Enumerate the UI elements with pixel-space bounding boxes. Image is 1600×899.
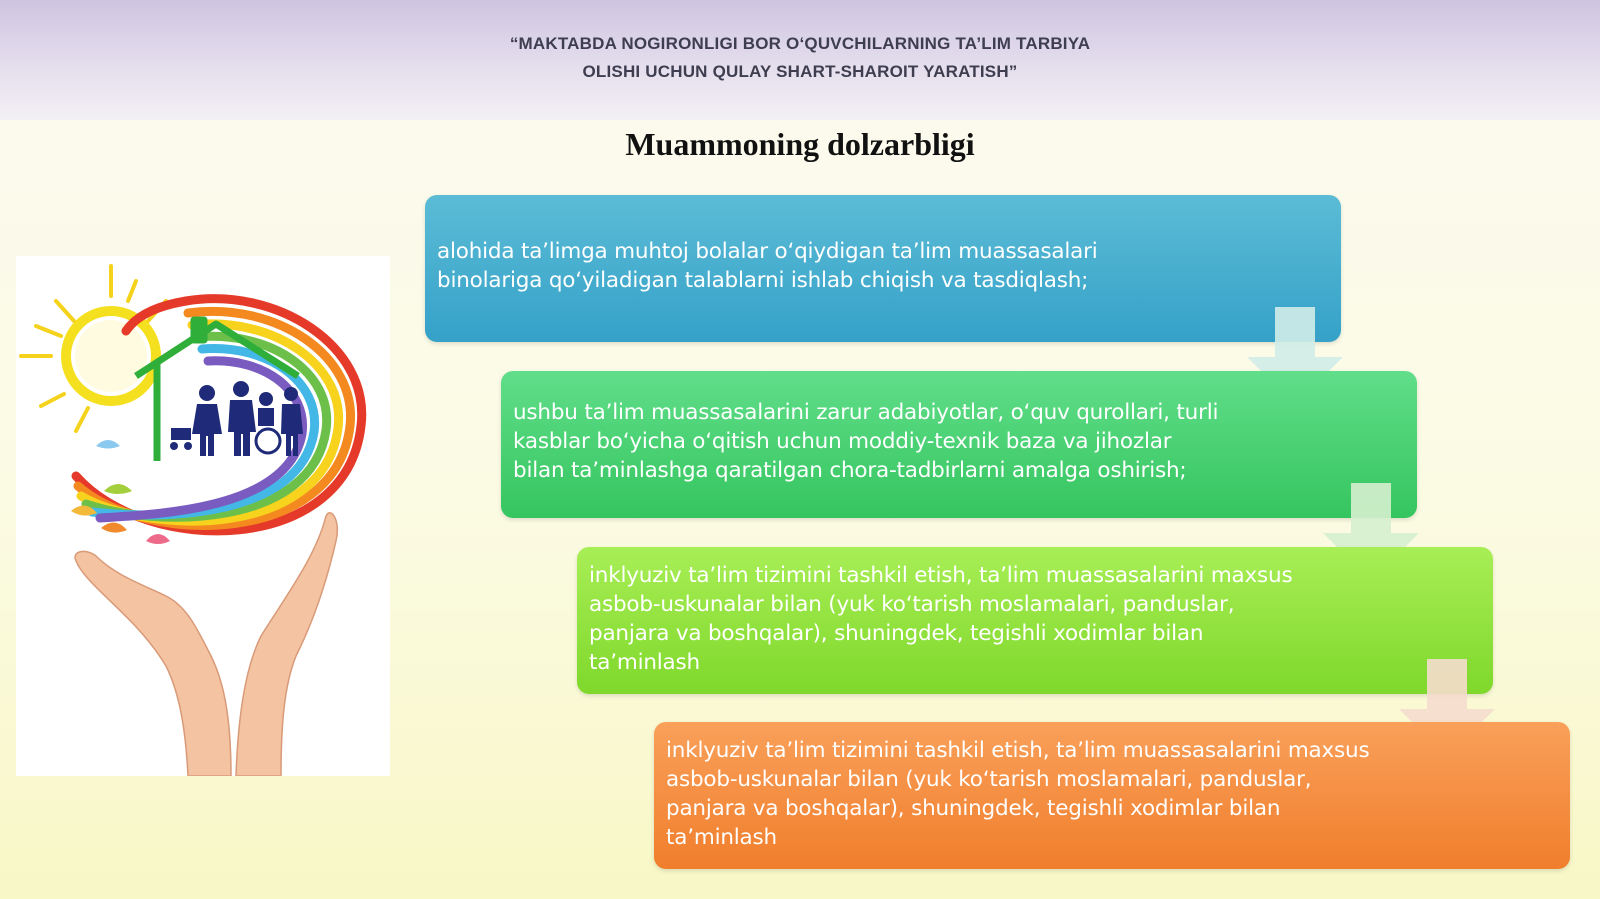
presentation-title-line-2: OLISHI UCHUN QULAY SHART-SHAROIT YARATISH” (582, 62, 1018, 81)
presentation-title (0, 30, 1600, 86)
slide-title: Muammoning dolzarbligi (625, 126, 975, 162)
step-box-1 (425, 195, 1341, 342)
presentation-title-line-1: “MAKTABDA NOGIRONLIGI BOR O‘QUVCHILARNING TA’LIM TARBIYA (509, 34, 1091, 53)
step-box-4 (654, 722, 1570, 869)
step-text-3: inklyuziv ta’lim tizimini tashkil etish, ta’lim muassasalarini maxsus asbob-uskunalar bilan (yuk ko‘tarish moslamalari, panduslar, panjara va boshqalar), shuningdek, tegishli xodimlar bilan ta’minlash (589, 563, 1293, 675)
inclusive-family-illustration (16, 256, 390, 776)
step-box-2 (501, 371, 1417, 518)
step-text-4: inklyuziv ta’lim tizimini tashkil etish, ta’lim muassasalarini maxsus asbob-uskunalar bilan (yuk ko‘tarish moslamalari, panduslar, panjara va boshqalar), shuningdek, tegishli xodimlar bilan ta’minlash (666, 738, 1370, 850)
step-text-1: alohida ta’limga muhtoj bolalar o‘qiydigan ta’lim muassasalari binolariga qo‘yiladigan talablarni ishlab chiqish va tasdiqlash; (437, 239, 1098, 293)
step-box-3 (577, 547, 1493, 694)
header-banner (0, 0, 1600, 120)
step-text-2: ushbu ta’lim muassasalarini zarur adabiyotlar, o‘quv qurollari, turli kasblar bo‘yicha o‘qitish uchun moddiy-texnik baza va jihozlar bilan ta’minlashga qaratilgan chora-tadbirlarni amalga oshirish; (513, 400, 1219, 483)
